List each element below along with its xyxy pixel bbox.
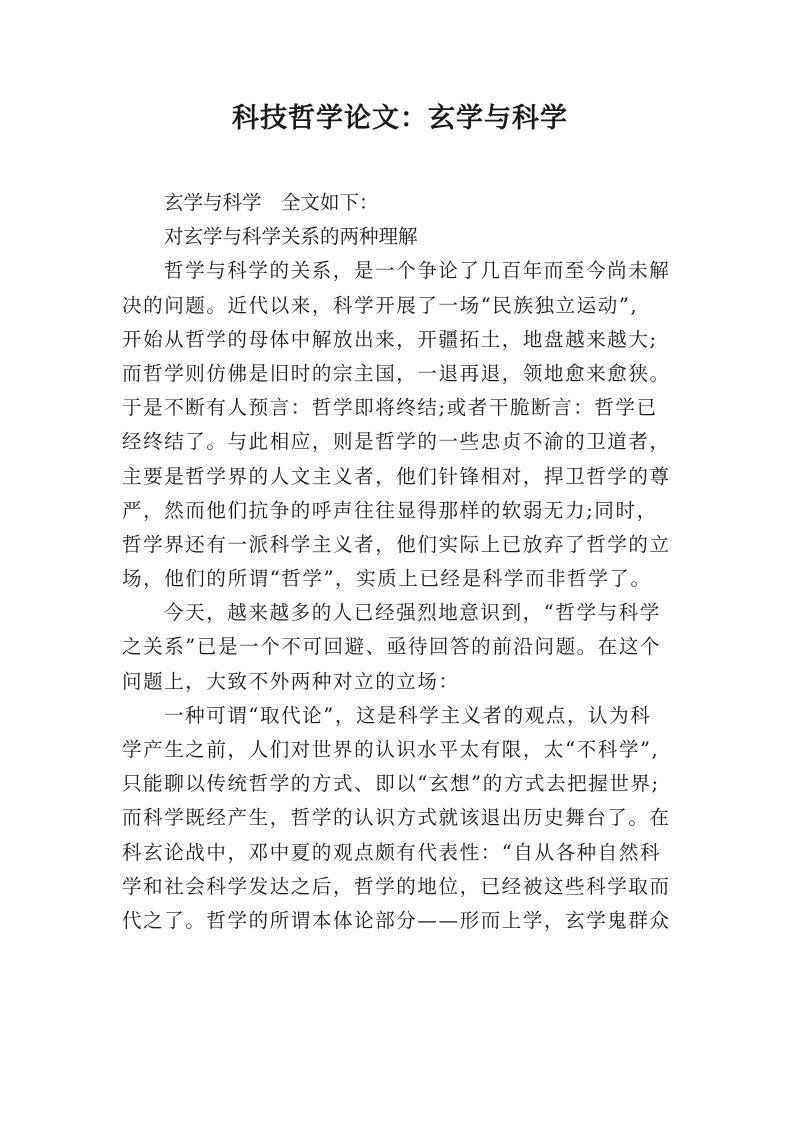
- text-line: 开始从哲学的母体中解放出来，开疆拓土，地盘越来越大;: [122, 327, 658, 351]
- text-line: 代之了。哲学的所谓本体论部分——形而上学，玄学鬼群众: [122, 908, 671, 932]
- paragraph-first-line: 一种可谓“取代论”，这是科学主义者的观点，认为科: [164, 703, 652, 727]
- text-line: 之关系”已是一个不可回避、亟待回答的前沿问题。在这个: [122, 635, 662, 659]
- text-line: 主要是哲学界的人文主义者，他们针锋相对，捍卫哲学的尊: [122, 464, 671, 488]
- text-line: 玄学与科学 全文如下：: [164, 191, 379, 214]
- text-line: 学产生之前，人们对世界的认识水平太有限，太“不科学”,: [122, 738, 660, 761]
- text-line: 而哲学则仿佛是旧时的宗主国，一退再退，领地愈来愈狭。: [122, 361, 671, 385]
- document-body: [122, 186, 688, 938]
- text-line: 问题上，大致不外两种对立的立场：: [122, 669, 460, 693]
- text-line: 而科学既经产生，哲学的认识方式就该退出历史舞台了。在: [122, 806, 671, 830]
- text-line: 哲学界还有一派科学主义者，他们实际上已放弃了哲学的立: [122, 532, 671, 556]
- text-line: 学和社会科学发达之后，哲学的地位，已经被这些科学取而: [122, 874, 671, 898]
- text-line: 经终结了。与此相应，则是哲学的一些忠贞不渝的卫道者，: [122, 430, 671, 454]
- text-line: 只能聊以传统哲学的方式、即以“玄想”的方式去把握世界;: [122, 772, 660, 796]
- paragraph-first-line: 哲学与科学的关系，是一个争论了几百年而至今尚未解: [164, 259, 671, 283]
- text-line: 科玄论战中，邓中夏的观点颇有代表性：“自从各种自然科: [122, 840, 662, 864]
- text-line: 决的问题。近代以来，科学开展了一场“民族独立运动”,: [122, 293, 639, 317]
- text-line: 场，他们的所谓“哲学”，实质上已经是科学而非哲学了。: [122, 567, 652, 591]
- paragraph-first-line: 今天，越来越多的人已经强烈地意识到，“哲学与科学: [164, 601, 661, 625]
- text-line: 严，然而他们抗争的呼声往往显得那样的软弱无力;同时，: [122, 498, 658, 522]
- text-line: 于是不断有人预言：哲学即将终结;或者干脆断言：哲学已: [122, 396, 658, 420]
- document-title: 科技哲学论文：玄学与科学: [232, 103, 568, 134]
- text-line: 对玄学与科学关系的两种理解: [164, 225, 418, 249]
